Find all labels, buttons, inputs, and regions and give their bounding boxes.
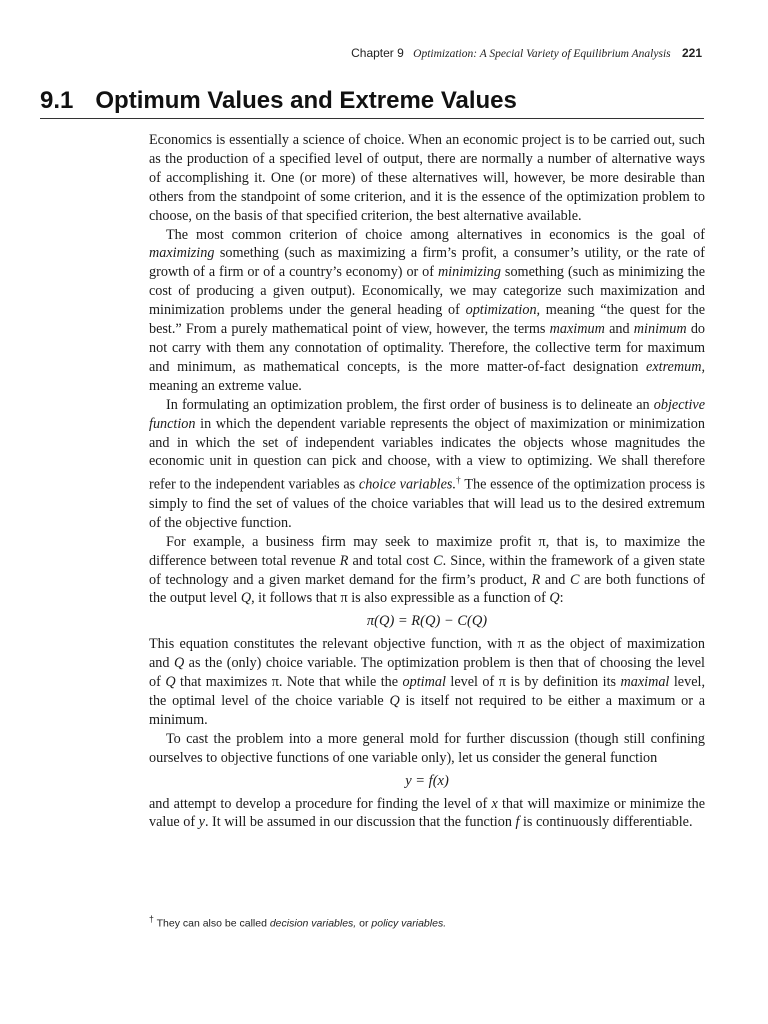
paragraph-4: For example, a business firm may seek to maximize profit π, that is, to maximize the difference between total revenue R and total cost C. Since, within the framework of a given state of technology and a given market demand for the firm’s product, R and C are both functions of the output level Q, it follows that π is also expressible as a function of Q: xyxy=(149,533,705,607)
paragraph-2: The most common criterion of choice among alternatives in economics is the goal of maximizing something (such as maximizing a firm’s profit, a consumer’s utility, or the rate of growth of a firm or of a country’s economy) or of minimizing something (such as minimizing the cost of producing a given output). Economically, we may categorize such maximization and minimization problems under the general heading of optimization, meaning “the quest for the best.” From a purely mathematical point of view, however, the terms maximum and minimum do not carry with them any connotation of optimality. Therefore, the collective term for maximum and minimum, as mathematical concepts, is the more matter-of-fact designation extremum, meaning an extreme value. xyxy=(149,226,705,394)
section-number: 9.1 xyxy=(40,87,74,114)
footnote-marker: † xyxy=(456,475,461,486)
body-text xyxy=(149,131,705,832)
paragraph-6: To cast the problem into a more general mold for further discussion (though still confining ourselves to objective functions of one variable only), let us consider the general function xyxy=(149,730,705,766)
equation-general-function: y = f(x) xyxy=(405,772,449,789)
page-number: 221 xyxy=(681,46,702,60)
running-head-title: Optimization: A Special Variety of Equilibrium Analysis xyxy=(413,48,671,60)
equation-profit: π(Q) = R(Q) − C(Q) xyxy=(366,613,488,630)
footnote: † They can also be called decision variables, or policy variables. xyxy=(149,914,447,930)
running-head-chapter: Chapter 9 xyxy=(351,46,404,60)
section-heading xyxy=(40,87,704,119)
footnote-mark: † xyxy=(149,914,154,924)
paragraph-7: and attempt to develop a procedure for finding the level of x that will maximize or minimize the value of y. It will be assumed in our discussion that the function f is continuously differentiable. xyxy=(149,795,705,831)
paragraph-3: In formulating an optimization problem, the first order of business is to delineate an objective function in which the dependent variable represents the object of maximization or minimization and in which the set of independent variables indicates the objects whose magnitudes the economic unit in question can pick and choose, with a view to optimizing. We shall therefore refer to the independent variables as choice variables.† The essence of the optimization process is simply to find the set of values of the choice variables that will lead us to the desired extremum of the objective function. xyxy=(149,396,705,531)
running-head xyxy=(351,46,702,60)
paragraph-1: Economics is essentially a science of choice. When an economic project is to be carried out, such as the production of a specified level of output, there are normally a number of alternative ways of accomplishing it. One (or more) of these alternatives will, however, be more desirable than others from the standpoint of some criterion, and it is the essence of the optimization problem to choose, on the basis of that specified criterion, the best alternative available. xyxy=(149,132,705,224)
paragraph-5: This equation constitutes the relevant objective function, with π as the object of maximization and Q as the (only) choice variable. The optimization problem is then that of choosing the level of Q that maximizes π. Note that while the optimal level of π is by definition its maximal level, the optimal level of the choice variable Q is itself not required to be either a maximum or a minimum. xyxy=(149,636,705,728)
section-title: Optimum Values and Extreme Values xyxy=(95,87,517,114)
